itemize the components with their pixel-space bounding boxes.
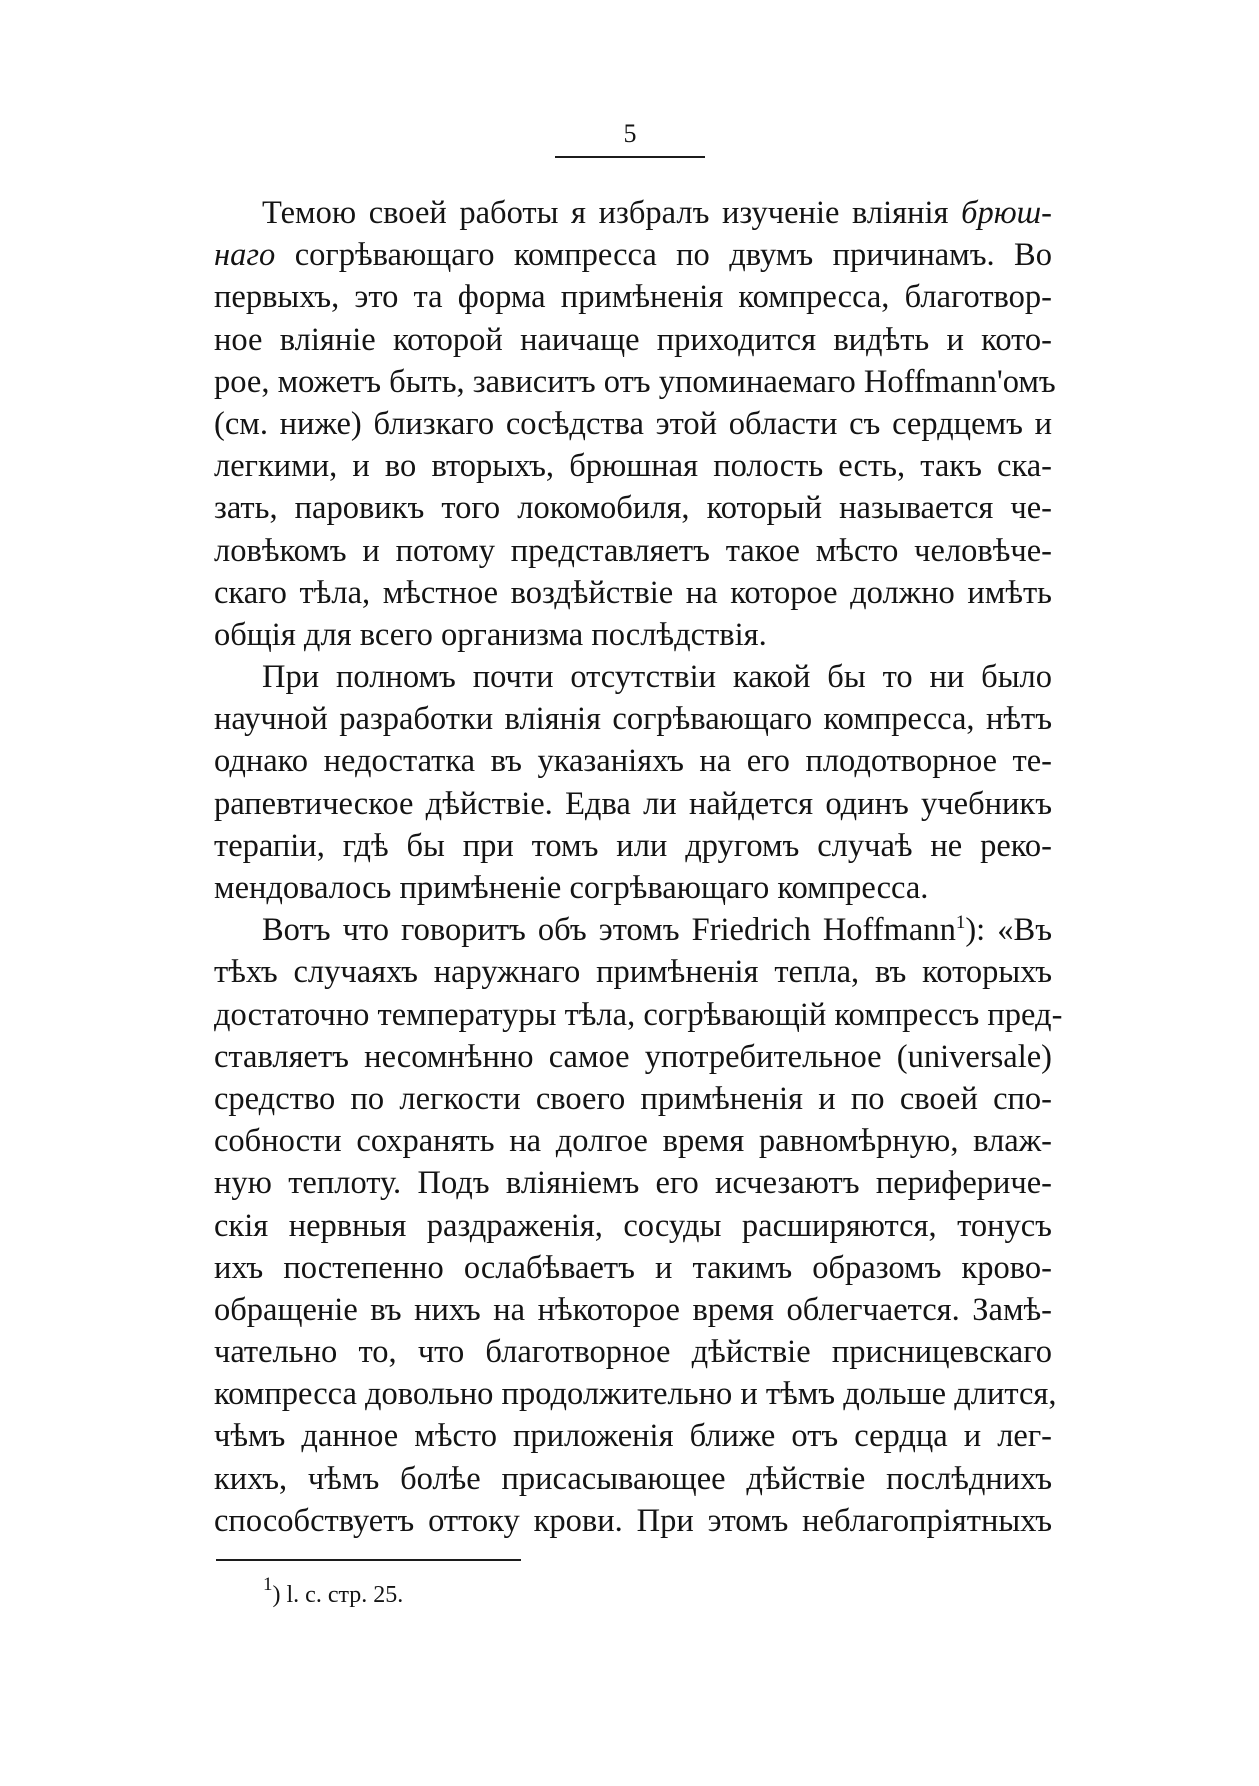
text-segment: Вотъ что говоритъ объ этомъ Friedrich Hoffmann bbox=[262, 912, 956, 949]
text-line: кихъ, чѣмъ болѣе присасывающее дѣйствіе послѣднихъ bbox=[214, 1460, 1052, 1497]
text-line: ихъ постепенно ослабѣваетъ и такимъ образомъ крово- bbox=[214, 1249, 1052, 1286]
text-line: обращеніе въ нихъ на нѣкоторое время облегчается. Замѣ- bbox=[214, 1291, 1052, 1328]
text-line: однако недостатка въ указаніяхъ на его плодотворное те- bbox=[214, 743, 1052, 780]
text-line: терапіи, гдѣ бы при томъ или другомъ случаѣ не реко- bbox=[214, 827, 1052, 864]
text-segment: ): «Въ bbox=[965, 912, 1053, 949]
text-line: При полномъ почти отсутствіи какой бы то ни было bbox=[262, 659, 1052, 696]
text-segment: Темою своей работы я избралъ изученіе вліянія bbox=[262, 195, 962, 231]
page-number: 5 bbox=[623, 119, 637, 148]
text-line: способствуетъ оттоку крови. При этомъ неблагопріятныхъ bbox=[214, 1502, 1052, 1539]
text-line bbox=[214, 909, 1052, 951]
text-line: тѣхъ случаяхъ наружнаго примѣненія тепла, въ которыхъ bbox=[214, 954, 1052, 991]
text-line: скія нервныя раздраженія, сосуды расширяются, тонусъ bbox=[214, 1207, 1052, 1244]
text-line bbox=[214, 192, 1052, 234]
text-line: рое, можетъ быть, зависитъ отъ упоминаемаго Hoffmann'омъ bbox=[214, 363, 1056, 400]
footnote-marker: 1 bbox=[263, 1574, 273, 1595]
text-line: собности сохранять на долгое время равномѣрную, влаж- bbox=[214, 1123, 1052, 1160]
page-number-rule bbox=[555, 156, 705, 158]
text-line: достаточно температуры тѣла, согрѣвающій компрессъ пред- bbox=[214, 996, 1063, 1033]
text-line: скаго тѣла, мѣстное воздѣйствіе на которое должно имѣть bbox=[214, 574, 1052, 611]
text-line: ставляетъ несомнѣнно самое употребительное (universale) bbox=[214, 1038, 1052, 1075]
footnote-rule bbox=[216, 1559, 521, 1561]
italic-word: нагo bbox=[214, 237, 276, 274]
text-line: чѣмъ данное мѣсто приложенія ближе отъ сердца и лег- bbox=[214, 1418, 1052, 1455]
footnote-reference[interactable]: 1 bbox=[955, 912, 966, 934]
text-line: мендовалось примѣненіе согрѣвающаго компресса. bbox=[214, 870, 929, 906]
footnote-text: ) l. c. стр. 25. bbox=[272, 1582, 404, 1608]
italic-word: брюш- bbox=[961, 195, 1052, 231]
text-line: зать, паровикъ того локомобиля, который называется че- bbox=[214, 490, 1052, 527]
text-line: чательно то, что благотворное дѣйствіе присницевскаго bbox=[214, 1334, 1052, 1371]
text-segment: согрѣвающаго компресса по двумъ причинамъ. Во bbox=[275, 237, 1052, 274]
body-text bbox=[214, 192, 1063, 1542]
footnote bbox=[263, 1574, 404, 1610]
text-line: ное вліяніе которой наичаще приходится видѣть и кото- bbox=[214, 321, 1052, 358]
text-line: легкими, и во вторыхъ, брюшная полость есть, такъ ска- bbox=[214, 448, 1052, 485]
text-line: (см. ниже) близкаго сосѣдства этой области съ сердцемъ и bbox=[214, 405, 1052, 442]
text-line: ловѣкомъ и потому представляетъ такое мѣсто человѣче- bbox=[214, 532, 1052, 569]
text-line: рапевтическое дѣйствіе. Едва ли найдется одинъ учебникъ bbox=[214, 785, 1052, 822]
text-line: компресса довольно продолжительно и тѣмъ дольше длится, bbox=[214, 1376, 1057, 1413]
text-line: первыхъ, это та форма примѣненія компресса, благотвор- bbox=[214, 279, 1052, 316]
text-line: научной разработки вліянія согрѣвающаго компресса, нѣтъ bbox=[214, 701, 1052, 738]
text-line: общія для всего организма послѣдствія. bbox=[214, 616, 767, 653]
text-line: ную теплоту. Подъ вліяніемъ его исчезаютъ перифериче- bbox=[214, 1165, 1052, 1202]
text-line: средство по легкости своего примѣненія и по своей спо- bbox=[214, 1080, 1052, 1117]
text-line bbox=[214, 234, 1052, 276]
